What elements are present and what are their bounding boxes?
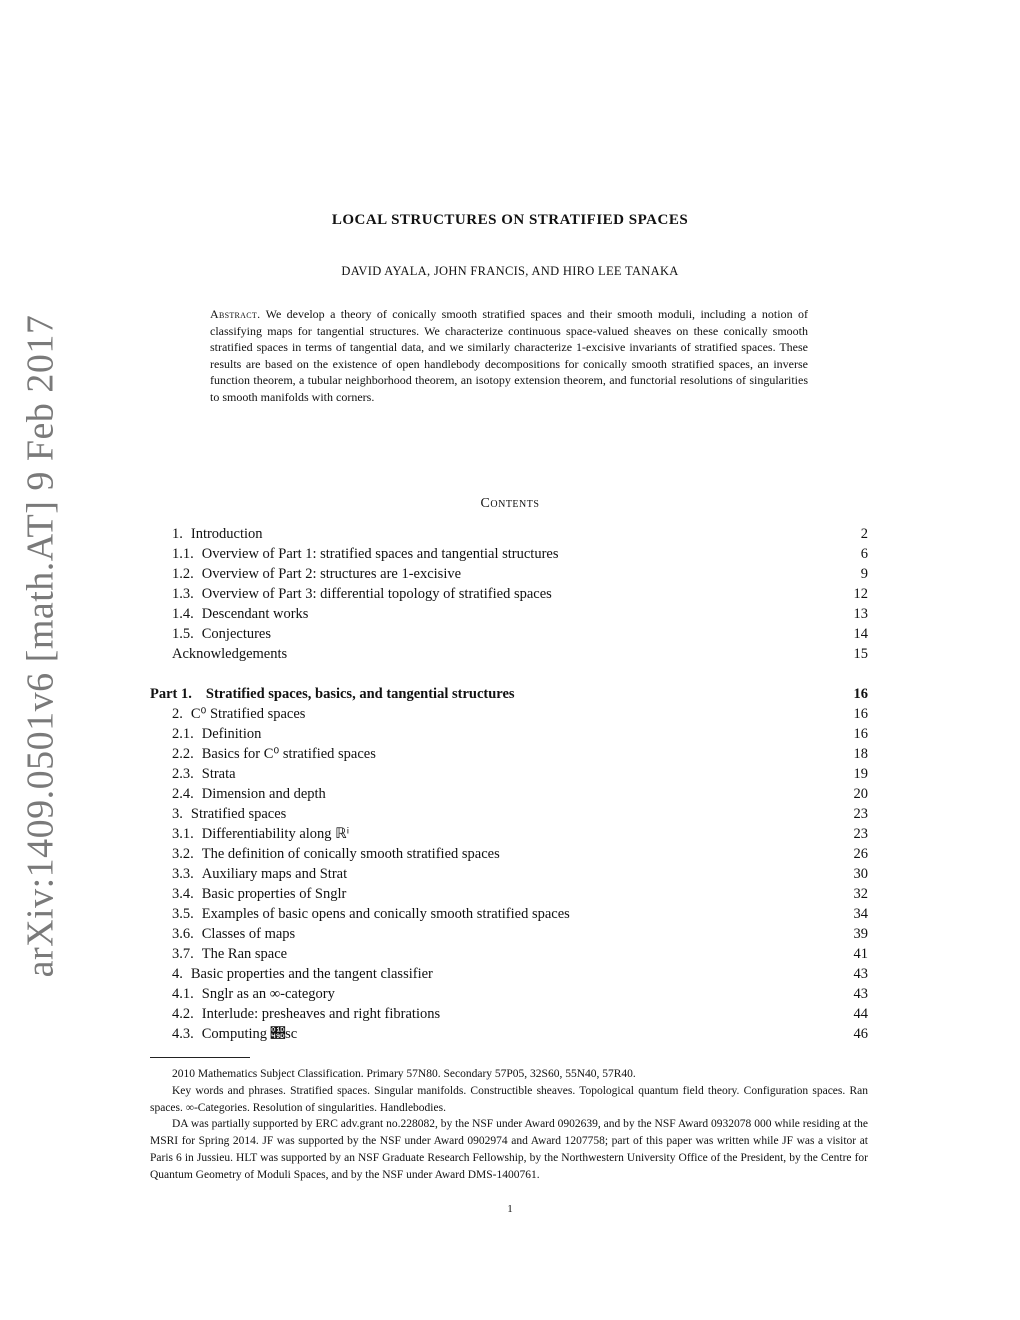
toc-entry-number: 3.6.	[172, 926, 194, 942]
toc-entry-page: 23	[853, 826, 868, 842]
toc-entry-page: 16	[853, 686, 868, 702]
toc-entry[interactable]	[150, 1024, 868, 1044]
toc-entry-number: 4.3.	[172, 1026, 194, 1042]
toc-entry-number: 4.	[172, 966, 183, 982]
toc-entry-number: 1.2.	[172, 566, 194, 582]
toc-entry-number: 3.1.	[172, 826, 194, 842]
toc-entry-title: Classes of maps	[201, 926, 296, 942]
toc-entry-title: Basic properties and the tangent classifier	[190, 966, 433, 982]
toc-entry-title: Strata	[201, 766, 236, 782]
toc-entry-page: 15	[853, 646, 868, 662]
toc-entry-number: 4.2.	[172, 1006, 194, 1022]
toc-entry-title: Stratified spaces, basics, and tangential structures	[205, 686, 515, 702]
toc-entry-number: 3.	[172, 806, 183, 822]
toc-entry[interactable]	[150, 924, 868, 944]
toc-entry-page: 44	[853, 1006, 868, 1022]
toc-entry-number: 2.1.	[172, 726, 194, 742]
paper-title: LOCAL STRUCTURES ON STRATIFIED SPACES	[331, 212, 689, 228]
toc-entry-title: The definition of conically smooth stratified spaces	[201, 846, 500, 862]
page-number: 1	[507, 1203, 513, 1215]
toc-entry-number: 2.	[172, 706, 183, 722]
toc-entry-page: 23	[853, 806, 868, 822]
toc-entry[interactable]	[150, 624, 868, 644]
toc-entry-page: 20	[853, 786, 868, 802]
arxiv-identifier: arXiv:1409.0501v6 [math.AT] 9 Feb 2017	[19, 314, 61, 978]
abstract-text: We develop a theory of conically smooth stratified spaces and their smooth moduli, including a notion of classifying maps for tangential structures. We characterize continuous space-valued sheaves on these conically smooth stratified spaces in terms of tangential data, and we similarly characterize 1-excisive invariants of stratified spaces. These results are based on the existence of open handlebody decompositions for conically smooth stratified spaces, an inverse function theorem, a tubular neighborhood theorem, an isotopy extension theorem, and functorial resolutions of singularities to smooth manifolds with corners.	[210, 307, 808, 404]
toc-entry-page: 13	[853, 606, 868, 622]
toc-entry[interactable]	[150, 564, 868, 584]
toc-entry-number: 1.5.	[172, 626, 194, 642]
toc-part-entry[interactable]	[150, 684, 868, 704]
toc-entry-number: 3.4.	[172, 886, 194, 902]
table-of-contents	[150, 524, 868, 1044]
toc-entry[interactable]	[150, 904, 868, 924]
toc-entry-title: Basic properties of Snglr	[201, 886, 347, 902]
toc-entry-page: 9	[860, 566, 868, 582]
toc-entry-title: Conjectures	[201, 626, 272, 642]
toc-entry-title: Examples of basic opens and conically smooth stratified spaces	[201, 906, 570, 922]
toc-entry[interactable]	[150, 524, 868, 544]
toc-entry-title: Dimension and depth	[201, 786, 326, 802]
toc-entry-number: Part 1.	[150, 686, 192, 702]
toc-entry-title: Interlude: presheaves and right fibrations	[201, 1006, 441, 1022]
toc-entry-title: Snglr as an ∞-category	[201, 986, 335, 1002]
toc-entry-title: Introduction	[190, 526, 263, 542]
toc-entry-title: C⁰ Stratified spaces	[190, 706, 306, 722]
toc-entry-title: Descendant works	[201, 606, 309, 622]
toc-entry-number: 1.1.	[172, 546, 194, 562]
footnotes	[150, 1066, 868, 1184]
toc-entry-number: 1.4.	[172, 606, 194, 622]
toc-entry-number: 3.3.	[172, 866, 194, 882]
toc-entry-title: Auxiliary maps and Strat	[201, 866, 348, 882]
toc-entry-title: Overview of Part 2: structures are 1-excisive	[201, 566, 462, 582]
contents-heading: Contents	[480, 496, 540, 511]
toc-entry-number: 3.5.	[172, 906, 194, 922]
toc-entry[interactable]	[150, 764, 868, 784]
toc-entry[interactable]	[150, 784, 868, 804]
toc-entry-page: 39	[853, 926, 868, 942]
toc-entry-title: Overview of Part 3: differential topology of stratified spaces	[201, 586, 552, 602]
toc-entry-page: 19	[853, 766, 868, 782]
toc-entry[interactable]	[150, 804, 868, 824]
footnote-classification: 2010 Mathematics Subject Classification. Primary 57N80. Secondary 57P05, 32S60, 55N40, 57R40.	[172, 1068, 636, 1080]
toc-entry-number: 1.3.	[172, 586, 194, 602]
toc-entry-title: Definition	[201, 726, 262, 742]
toc-entry-title: Basics for C⁰ stratified spaces	[201, 746, 376, 762]
toc-entry-number: 3.7.	[172, 946, 194, 962]
toc-entry-title: Stratified spaces	[190, 806, 287, 822]
toc-entry-number: 2.2.	[172, 746, 194, 762]
toc-entry[interactable]	[150, 964, 868, 984]
toc-entry-title: Acknowledgements	[172, 646, 288, 662]
toc-entry-title: Differentiability along ℝⁱ	[201, 826, 350, 842]
toc-entry[interactable]	[150, 864, 868, 884]
arxiv-stamp	[12, 314, 68, 978]
toc-entry-page: 43	[853, 966, 868, 982]
toc-entry-page: 18	[853, 746, 868, 762]
toc-entry[interactable]	[150, 884, 868, 904]
toc-entry-number: 2.4.	[172, 786, 194, 802]
toc-entry[interactable]	[150, 944, 868, 964]
toc-entry-page: 34	[853, 906, 868, 922]
toc-entry-page: 12	[853, 586, 868, 602]
toc-entry-page: 26	[853, 846, 868, 862]
toc-entry-page: 14	[853, 626, 868, 642]
footnote-rule	[150, 1057, 250, 1058]
toc-entry-page: 16	[853, 706, 868, 722]
abstract-label: Abstract.	[210, 307, 261, 321]
toc-entry-number: 4.1.	[172, 986, 194, 1002]
toc-entry-number: 2.3.	[172, 766, 194, 782]
toc-entry[interactable]	[150, 604, 868, 624]
footnote-keywords: Key words and phrases. Stratified spaces. Singular manifolds. Constructible sheaves. Topological quantum field theory. Configuration spaces. Ran spaces. ∞-Categories. Resolution of singularities. Handlebodies.	[150, 1084, 868, 1114]
toc-entry-title: Overview of Part 1: stratified spaces and tangential structures	[201, 546, 559, 562]
toc-entry[interactable]	[150, 544, 868, 564]
toc-entry[interactable]	[150, 744, 868, 764]
abstract	[210, 306, 808, 406]
toc-entry[interactable]	[150, 704, 868, 724]
toc-entry[interactable]	[150, 844, 868, 864]
toc-entry[interactable]	[150, 584, 868, 604]
toc-entry-page: 30	[853, 866, 868, 882]
toc-entry-page: 43	[853, 986, 868, 1002]
toc-entry-number: 3.2.	[172, 846, 194, 862]
toc-entry[interactable]	[150, 724, 868, 744]
toc-entry-title: The Ran space	[201, 946, 288, 962]
toc-entry-page: 6	[860, 546, 868, 562]
toc-entry[interactable]	[150, 984, 868, 1004]
toc-entry-page: 41	[853, 946, 868, 962]
toc-entry-title: Computing 𝒝sc	[201, 1026, 298, 1042]
paper-authors: DAVID AYALA, JOHN FRANCIS, AND HIRO LEE TANAKA	[341, 264, 679, 278]
toc-entry-page: 2	[860, 526, 868, 542]
toc-entry[interactable]	[150, 824, 868, 844]
toc-entry-page: 46	[853, 1026, 868, 1042]
toc-entry[interactable]	[150, 1004, 868, 1024]
toc-entry-page: 32	[853, 886, 868, 902]
toc-entry[interactable]	[150, 644, 868, 664]
toc-entry-page: 16	[853, 726, 868, 742]
toc-entry-number: 1.	[172, 526, 183, 542]
footnote-funding: DA was partially supported by ERC adv.grant no.228082, by the NSF under Award 0902639, and by the NSF Award 0932078 000 while residing at the MSRI for Spring 2014. JF was supported by the NSF under Award 0902974 and Award 1207758; part of this paper was written while JF was a visitor at Paris 6 in Jussieu. HLT was supported by an NSF Graduate Research Fellowship, by the Northwestern University Office of the President, by the Centre for Quantum Geometry of Moduli Spaces, and by the NSF under Award DMS-1400761.	[150, 1118, 868, 1181]
